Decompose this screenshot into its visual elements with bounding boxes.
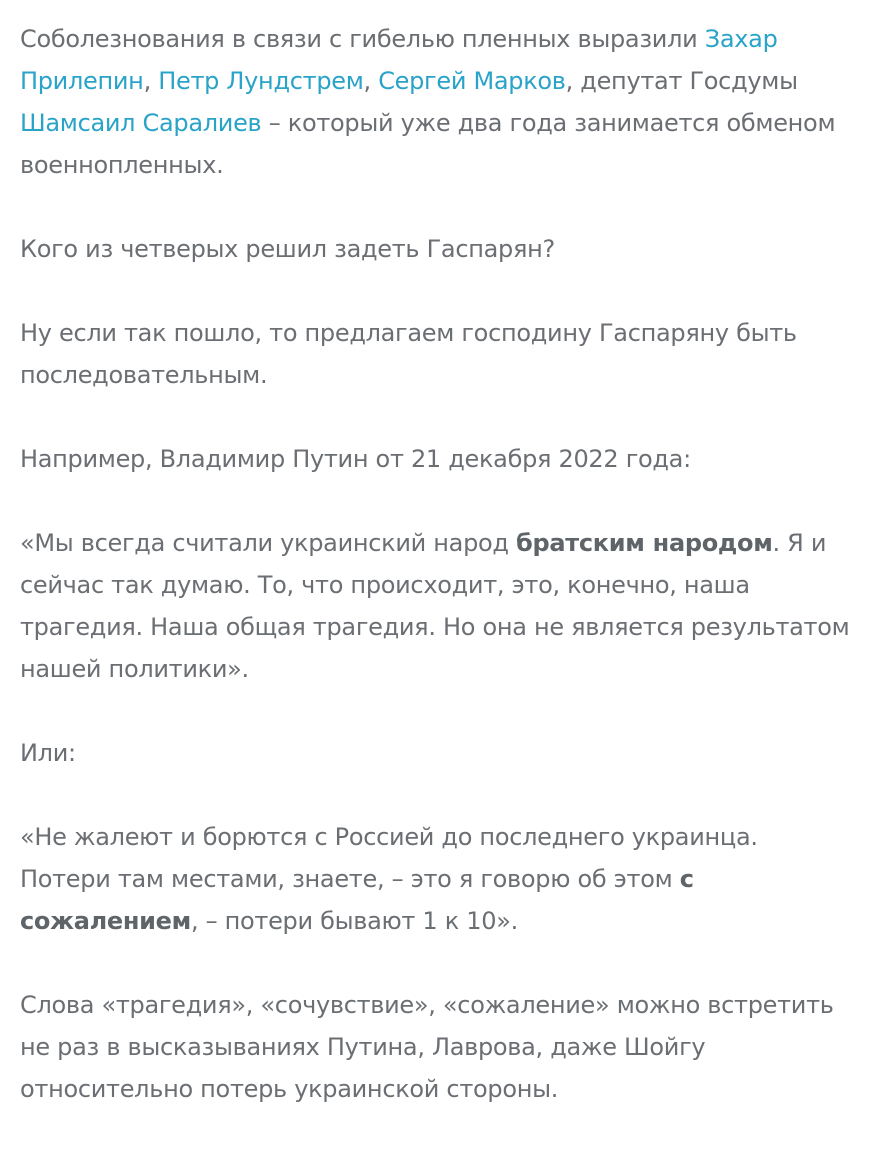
bold-phrase: с сожалением: [20, 865, 694, 935]
text-segment: , – потери бывают 1 к 10».: [190, 907, 518, 935]
text-segment: ,: [143, 67, 159, 95]
text-segment: – который уже два года занимается обменом военнопленных.: [20, 109, 836, 179]
text-segment: . Я и сейчас так думаю. То, что происходит, это, конечно, наша трагедия. Наша общая трагедия. Но она не является результатом нашей политики».: [20, 529, 850, 683]
paragraph-or: Или:: [20, 739, 76, 767]
paragraph-putin-quote-1: [20, 522, 850, 690]
text-segment: , депутат Госдумы: [565, 67, 798, 95]
link-shamsail-saraliev[interactable]: Шамсаил Саралиев: [20, 109, 262, 137]
paragraph-putin-quote-2: [20, 816, 850, 942]
article-body: [20, 18, 850, 1152]
link-zakhar-prilepin[interactable]: Захар Прилепин: [20, 25, 778, 95]
text-segment: «Мы всегда считали украинский народ: [20, 529, 517, 557]
paragraph-example-intro: Например, Владимир Путин от 21 декабря 2022 года:: [20, 445, 691, 473]
paragraph-conclusion: Слова «трагедия», «сочувствие», «сожаление» можно встретить не раз в высказываниях Путина, Лаврова, даже Шойгу относительно потерь украинской стороны.: [20, 991, 834, 1103]
paragraph-condolences: [20, 18, 850, 186]
link-petr-lundstrem[interactable]: Петр Лундстрем: [158, 67, 364, 95]
bold-phrase: братским народом: [516, 529, 773, 557]
text-segment: «Не жалеют и борются с Россией до последнего украинца. Потери там местами, знаете, – это я говорю об этом: [20, 823, 758, 893]
paragraph-proposal: Ну если так пошло, то предлагаем господину Гаспаряну быть последовательным.: [20, 319, 797, 389]
text-segment: ,: [363, 67, 379, 95]
paragraph-question: Кого из четверых решил задеть Гаспарян?: [20, 235, 555, 263]
text-segment: Соболезнования в связи с гибелью пленных выразили: [20, 25, 705, 53]
link-sergey-markov[interactable]: Сергей Марков: [378, 67, 566, 95]
